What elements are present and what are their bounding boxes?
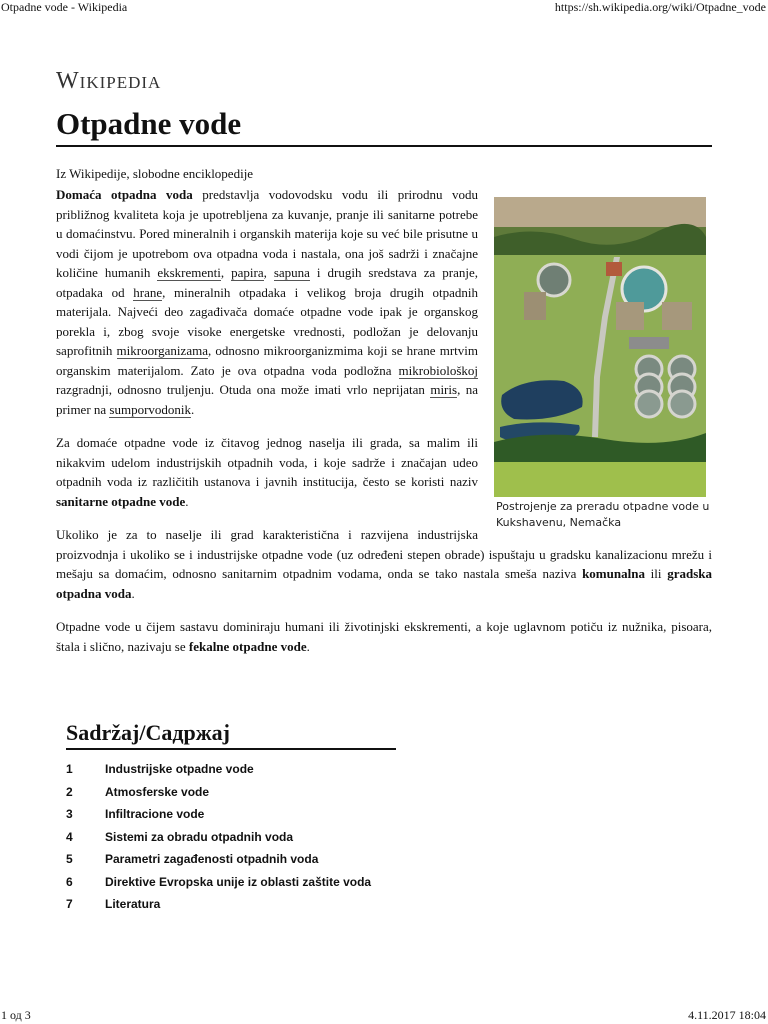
toc-label[interactable]: Parametri zagađenosti otpadnih voda bbox=[105, 852, 319, 866]
toc-number: 7 bbox=[66, 897, 73, 911]
toc-label[interactable]: Atmosferske vode bbox=[105, 784, 210, 799]
print-footer bbox=[0, 1008, 768, 1024]
toc-number: 2 bbox=[66, 784, 73, 799]
treatment-plant-photo[interactable] bbox=[494, 197, 706, 497]
paragraph-fecal: Otpadne vode u čijem sastavu dominiraju humani ili životinjski ekskrementi, a koje uglavnom potiču iz nužnika, pisoara, štala i slično, nazivaju se fekalne otpadne vode. bbox=[56, 619, 712, 654]
toc-label[interactable]: Sistemi za obradu otpadnih voda bbox=[105, 829, 294, 844]
link-mikroorganizama[interactable]: mikroorganizama bbox=[116, 343, 208, 358]
page-tagline: Iz Wikipedije, slobodne enciklopedije bbox=[56, 166, 254, 181]
link-miris[interactable]: miris bbox=[430, 382, 458, 397]
print-header bbox=[0, 0, 768, 16]
thumbnail-caption: Postrojenje za preradu otpadne vode u Kukshavenu, Nemačka bbox=[496, 500, 710, 529]
wikipedia-wordmark[interactable]: Wikipedia bbox=[56, 68, 162, 94]
term-fekalne: fekalne otpadne vode bbox=[188, 638, 307, 654]
title-divider bbox=[56, 145, 712, 147]
thumbnail-figure bbox=[494, 197, 712, 531]
toc-list bbox=[66, 762, 396, 920]
link-ekskrementi[interactable]: ekskrementi bbox=[157, 265, 221, 280]
article-body bbox=[56, 185, 712, 670]
toc-label[interactable]: Literatura bbox=[105, 897, 161, 911]
paragraph-intro: Domaća otpadna voda predstavlja vodovodsku vodu ili prirodnu vodu približnog kvaliteta koja je upotrebljena za kuvanje, pranje ili sanitarne potrebe u domaćinstvu. Pored mineralnih i organskih materija koje su već bile prisutne u vodi čijom je upotrebom ova otpadna voda i nastala, ona još sadrži i značajne količine humanih ekskrementi, papira, sapuna i drugih sredstava za pranje, otpadaka od hrane, mineralnih otpadaka i velikog broja drugih otpadnih materijala. Najveći deo zagađivača domaće otpadne vode ipak je organskog porekla i, zbog svoje visoke energetske vrednosti, podložan je delovanju saprofitnih mikroorganizama, odnosno mikroorganizmima koji se hrane mrtvim organskim materijalom. Zato je ova otpadna voda podložna mikrobiološkoj razgradnji, odnosno truljenju. Otuda ona može imati vrlo neprijatan miris, na primer na sumporvodonik. bbox=[56, 187, 479, 417]
aerial-photo-illustration bbox=[494, 197, 706, 497]
toc-item[interactable] bbox=[66, 852, 396, 875]
table-of-contents bbox=[66, 720, 396, 920]
print-header-title: Otpadne vode - Wikipedia bbox=[1, 0, 128, 14]
toc-heading: Sadržaj/Садржај bbox=[66, 720, 396, 750]
link-sumporvodonik[interactable]: sumporvodonik bbox=[109, 401, 192, 417]
lead-term: Domaća otpadna voda bbox=[56, 187, 193, 202]
print-header-url: https://sh.wikipedia.org/wiki/Otpadne_vode bbox=[554, 0, 766, 14]
paragraph-communal: Ukoliko je za to naselje ili grad karakteristična i razvijena industrijska proizvodnja i ukoliko se i industrijske otpadne vode (uz određeni stepen obrade) ispuštaju u gradsku kanalizacionu mrežu i mešaju sa domaćim, odnosno sanitarnim otpadnim vodama, onda se tako nastala smeša naziva komunalna ili gradska otpadna voda. bbox=[56, 527, 712, 601]
toc-number: 5 bbox=[66, 852, 73, 866]
print-timestamp: 4.11.2017 18:04 bbox=[688, 1008, 766, 1022]
toc-item[interactable] bbox=[66, 762, 396, 785]
toc-item[interactable] bbox=[66, 875, 396, 898]
toc-item[interactable] bbox=[66, 897, 396, 920]
term-komunalna: komunalna bbox=[582, 566, 645, 581]
paragraph-sanitary: Za domaće otpadne vode iz čitavog jednog naselja ili grada, sa malim ili nikakvim udelom industrijskih otpadnih voda, i koje sadrže i značajan udeo otpadnih voda iz različitih ustanova i javnih institucija, često se koristi naziv sanitarne otpadne vode. bbox=[56, 435, 478, 509]
term-gradska: gradska otpadna voda bbox=[56, 566, 712, 601]
toc-number: 4 bbox=[66, 829, 73, 844]
toc-label[interactable]: Infiltracione vode bbox=[105, 807, 205, 821]
toc-item[interactable] bbox=[66, 785, 396, 808]
term-sanitarne: sanitarne otpadne vode bbox=[56, 493, 186, 509]
toc-label[interactable]: Industrijske otpadne vode bbox=[105, 762, 254, 776]
toc-label[interactable]: Direktive Evropska unije iz oblasti zaštite voda bbox=[105, 874, 372, 889]
toc-number: 1 bbox=[66, 762, 73, 776]
toc-number: 6 bbox=[66, 874, 73, 889]
page-title: Otpadne vode bbox=[56, 106, 242, 141]
link-mikrobioloskoj[interactable]: mikrobiološkoj bbox=[398, 362, 478, 378]
toc-item[interactable] bbox=[66, 807, 396, 830]
link-hrane[interactable]: hrane bbox=[133, 284, 163, 300]
toc-number: 3 bbox=[66, 807, 73, 821]
toc-item[interactable] bbox=[66, 830, 396, 853]
page-counter: 1 од 3 bbox=[1, 1008, 31, 1022]
link-papira[interactable]: papira bbox=[231, 265, 264, 280]
link-sapuna[interactable]: sapuna bbox=[273, 265, 310, 280]
